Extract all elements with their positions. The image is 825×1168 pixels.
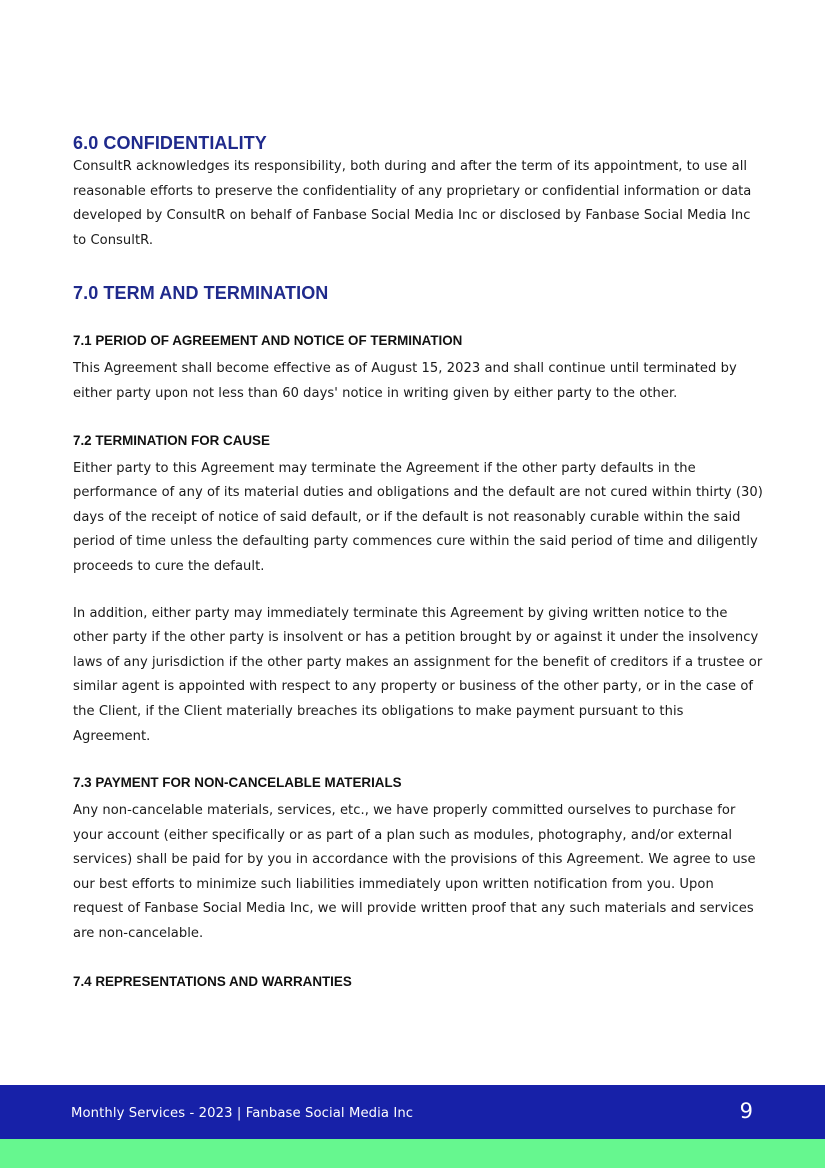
subsection-heading-cause: 7.2 TERMINATION FOR CAUSE [73,432,270,448]
document-body [73,131,763,992]
subsection-heading-payment: 7.3 PAYMENT FOR NON-CANCELABLE MATERIALS [73,775,402,791]
subsection-heading-period: 7.1 PERIOD OF AGREEMENT AND NOTICE OF TERMINATION [73,333,463,349]
footer-accent-band [0,1139,825,1168]
confidentiality-text: ConsultR acknowledges its responsibility, both during and after the term of its appointment, to use all reasonable efforts to preserve the confidentiality of any proprietary or confidential information or data developed by ConsultR on behalf of Fanbase Social Media Inc or disclosed by Fanbase Social Media Inc to ConsultR. [73,159,752,248]
section-title-confidentiality: 6.0 CONFIDENTIALITY [73,133,267,153]
page-number: 9 [739,1099,753,1123]
cause-text-1: Either party to this Agreement may terminate the Agreement if the other party defaults in the performance of any of its material duties and obligations and the default are not cured within thirty (30) days of the receipt of notice of said default, or if the default is not reasonably curable within the said period of time unless the defaulting party commences cure within the said period of time and diligently proceeds to cure the default. [73,460,763,574]
payment-text: Any non-cancelable materials, services, etc., we have properly committed ourselves to purchase for your account (either specifically or as part of a plan such as modules, photography, and/or external services) shall be paid for by you in accordance with the provisions of this Agreement. We agree to use our best efforts to minimize such liabilities immediately upon written notification from you. Upon request of Fanbase Social Media Inc, we will provide written proof that any such materials and services are non-cancelable. [73,803,756,942]
section-term-termination [73,281,763,991]
section-confidentiality [73,131,763,253]
footer-text: Monthly Services - 2023 | Fanbase Social Media Inc [71,1106,414,1121]
cause-text-2: In addition, either party may immediately terminate this Agreement by giving written notice to the other party if the other party is insolvent or has a petition brought by or against it under the insolvency laws of any jurisdiction if the other party makes an assignment for the benefit of creditors if a trustee or similar agent is appointed with respect to any property or business of the other party, or in the case of the Client, if the Client materially breaches its obligations to make payment pursuant to this Agreement. [73,605,763,744]
page-footer [0,1085,825,1139]
period-text: This Agreement shall become effective as of August 15, 2023 and shall continue until terminated by either party upon not less than 60 days' notice in writing given by either party to the other. [73,361,737,401]
subsection-heading-warranties: 7.4 REPRESENTATIONS AND WARRANTIES [73,973,352,989]
section-title-term-termination: 7.0 TERM AND TERMINATION [73,283,329,304]
